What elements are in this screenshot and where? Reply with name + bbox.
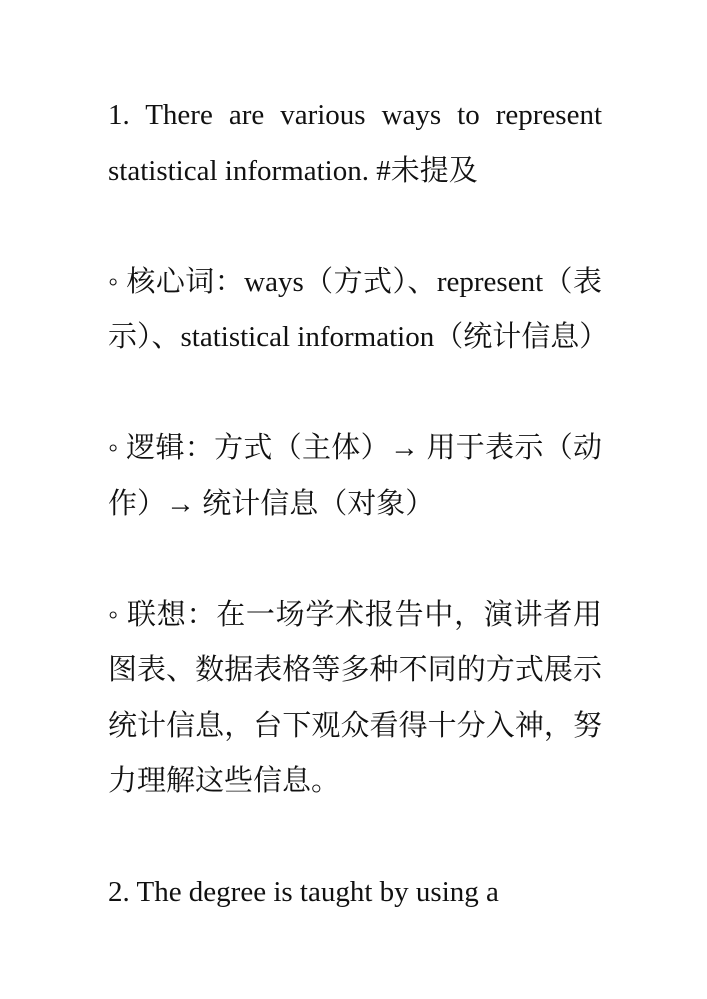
logic-note-1: ◦ 逻辑：方式（主体）→ 用于表示（动作）→ 统计信息（对象）: [108, 432, 602, 520]
paragraph-spacer: [108, 199, 602, 255]
sentence-2: 2. The degree is taught by using a: [108, 876, 499, 908]
document-page: [108, 88, 609, 921]
keywords-note-1: ◦ 核心词：ways（方式）、represent（表示）、statistical information（统计信息）: [108, 265, 609, 353]
sentence-1: 1. There are various ways to represent statistical information. #未提及: [108, 99, 602, 187]
paragraph-spacer: [108, 532, 602, 588]
association-note-1: ◦ 联想：在一场学术报告中，演讲者用图表、数据表格等多种不同的方式展示统计信息，台下观众看得十分入神，努力理解这些信息。: [108, 598, 602, 797]
paragraph-spacer: [108, 810, 602, 866]
paragraph-spacer: [108, 366, 602, 422]
